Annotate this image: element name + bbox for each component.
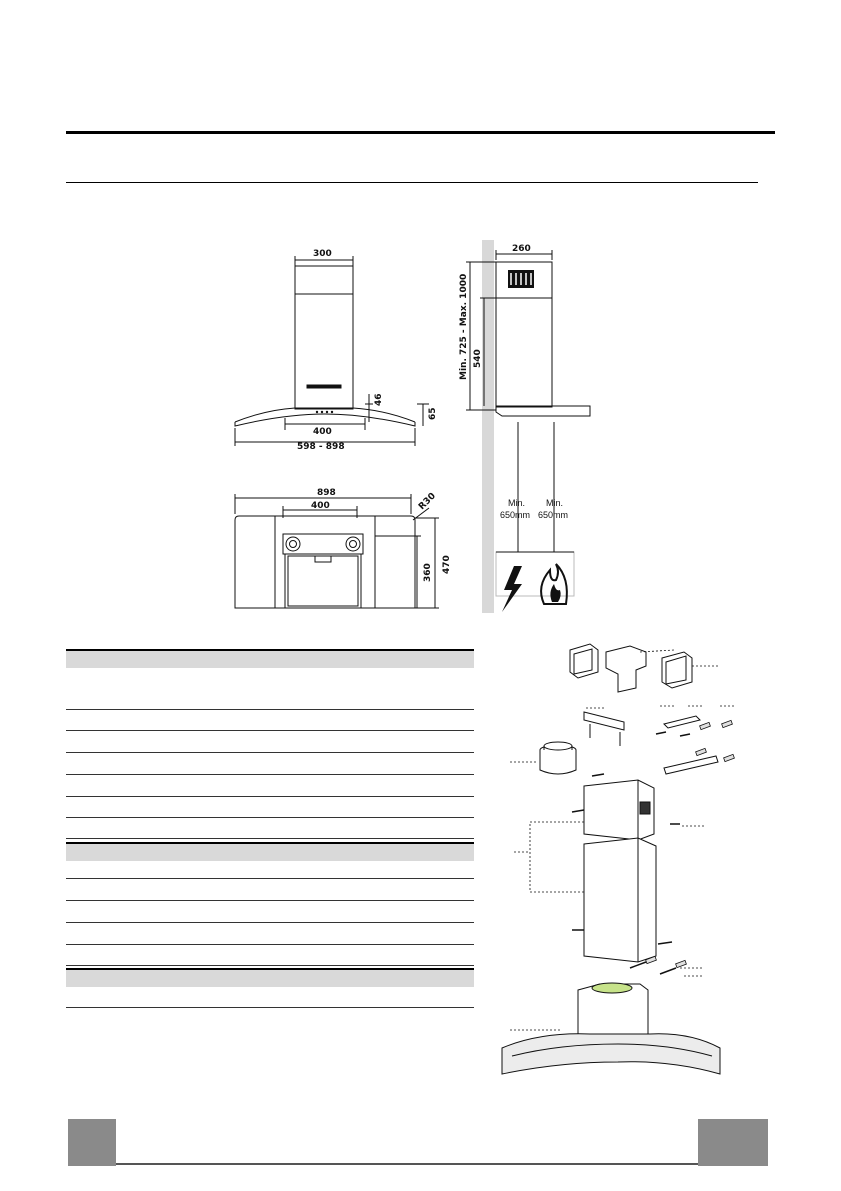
lightning-bolt-icon [502,566,522,612]
table-row [66,775,474,797]
table-row [66,668,474,710]
chimney-width-label: 300 [313,249,332,259]
footer-rule [116,1163,698,1165]
control-width-label: 400 [313,427,332,437]
control-height-label: 46 [374,393,384,406]
overall-depth-label: 470 [442,555,452,574]
height-range-label: Min. 725 - Max. 1000 [459,273,469,380]
gas-flame-icon [541,564,567,604]
top-view-drawing [225,486,455,614]
table-row [66,710,474,731]
table-row [66,753,474,775]
exploded-parts-drawing [500,638,740,1093]
table-row [66,945,474,966]
overall-width-label: 898 [317,488,336,498]
front-view-drawing [225,244,445,449]
table-row [66,797,474,818]
header-rule-thick [66,131,775,134]
table-row [66,861,474,879]
header-rule-thin [66,182,758,183]
chimney-height-label: 540 [473,349,483,368]
footer-left-tab [68,1119,116,1166]
clearance-right-mm: 650mm [538,510,569,520]
inner-width-label: 400 [311,501,330,511]
table-2-header [66,842,474,861]
specification-tables [66,649,474,1008]
table-row [66,987,474,1008]
side-view-drawing [452,240,602,615]
table-row [66,879,474,901]
width-range-label: 598 - 898 [297,442,345,449]
clearance-left-min: Min. [508,498,526,508]
footer-right-tab [698,1119,768,1166]
table-row [66,923,474,945]
clearance-left-mm: 650mm [500,510,531,520]
clearance-right-min: Min. [546,498,564,508]
inner-depth-label: 360 [423,563,433,582]
table-1-header [66,649,474,668]
table-row [66,818,474,839]
table-3-header [66,968,474,987]
side-depth-label: 260 [512,244,531,254]
table-row [66,731,474,753]
corner-radius-label: R30 [417,491,438,513]
canopy-height-label: 65 [428,407,438,420]
table-row [66,901,474,923]
